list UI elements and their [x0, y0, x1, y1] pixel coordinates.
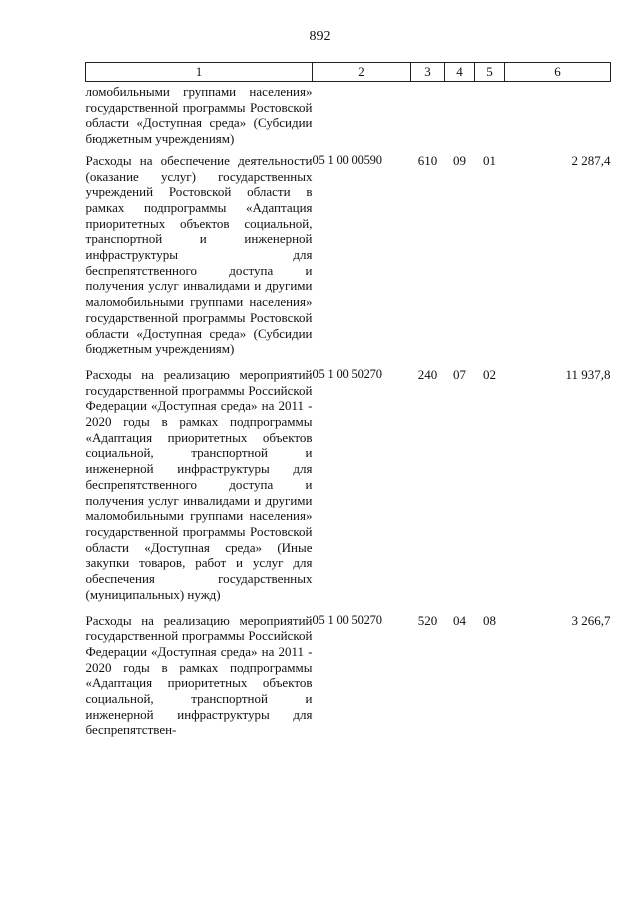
row-section	[445, 82, 475, 147]
row-code	[313, 82, 411, 147]
row-amount: 3 266,7	[571, 612, 611, 628]
row-description: Расходы на обеспечение деятельности (оказание услуг) государственных учреждений Ростовской области в рамках подпрограммы «Адаптация приоритетных объектов социальной, транспортной и инженерной инфраструктуры для беспрепятственного доступа и получения услуг инвалидами и другими маломобильными группами населения» государственной программы Ростовской области «Доступная среда» (Субсидии бюджетным учреждениям)	[85, 152, 313, 357]
row-description: Расходы на реализацию мероприятий государственной программы Российской Федерации «Доступная среда» на 2011 - 2020 годы в рамках подпрограммы «Адаптация приоритетных объектов социальной, транспортной и инженерной инфраструктуры для беспрепятственного доступа и получения услуг инвалидами и другими маломобильными группами населения» государственной программы Ростовской области «Доступная среда» (Иные закупки товаров, работ и услуг для обеспечения государственных (муниципальных) нужд)	[85, 366, 313, 602]
row-amount: 11 937,8	[565, 366, 611, 382]
table-row	[86, 147, 611, 361]
budget-table	[85, 62, 611, 742]
row-code: 05 1 00 50270	[312, 612, 382, 627]
table-row	[86, 361, 611, 607]
row-expense-type	[411, 82, 445, 147]
column-header-2: 2	[313, 63, 411, 82]
row-section: 07	[453, 366, 466, 382]
row-code: 05 1 00 00590	[312, 152, 382, 167]
row-section: 09	[453, 152, 466, 168]
row-description: ломобильными группами населения» государственной программы Ростовской области «Доступная среда» (Субсидии бюджетным учреждениям)	[85, 84, 313, 147]
table-row	[86, 82, 611, 147]
table-header-row	[86, 63, 611, 82]
row-subsection	[475, 82, 505, 147]
page-number: 892	[309, 29, 331, 44]
row-expense-type: 520	[417, 612, 438, 628]
row-section: 04	[453, 612, 466, 628]
column-header-1: 1	[86, 63, 313, 82]
row-expense-type: 240	[417, 366, 438, 382]
column-header-3: 3	[411, 63, 445, 82]
row-subsection: 02	[483, 366, 496, 382]
row-expense-type: 610	[417, 152, 438, 168]
row-description: Расходы на реализацию мероприятий государственной программы Российской Федерации «Доступная среда» на 2011 - 2020 годы в рамках подпрограммы «Адаптация приоритетных объектов социальной, транспортной и инженерной инфраструктуры для беспрепятствен-	[85, 612, 313, 738]
row-subsection: 01	[483, 152, 496, 168]
column-header-6: 6	[505, 63, 611, 82]
row-code: 05 1 00 50270	[312, 366, 382, 381]
column-header-5: 5	[475, 63, 505, 82]
column-header-4: 4	[445, 63, 475, 82]
row-subsection: 08	[483, 612, 496, 628]
row-amount	[505, 82, 611, 147]
table-row	[86, 607, 611, 743]
row-amount: 2 287,4	[571, 152, 611, 168]
